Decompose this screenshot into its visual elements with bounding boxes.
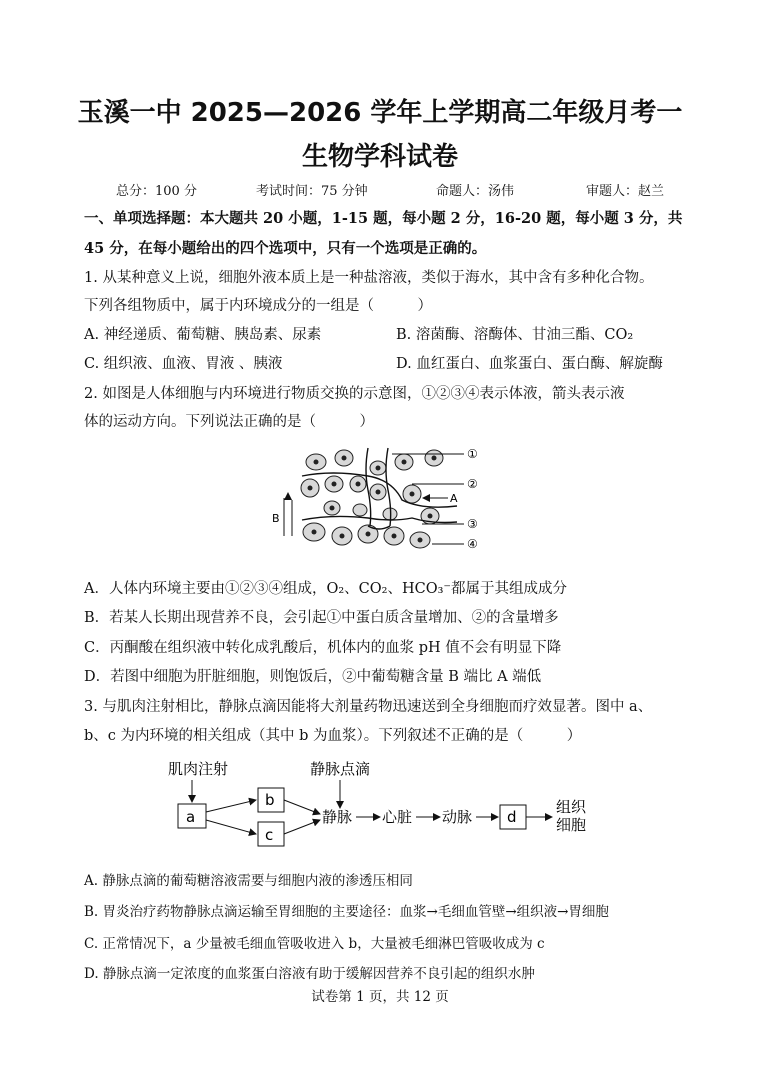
flow-tissue-line2: 细胞 [556,816,587,834]
section-heading-line2: 45 分，在每小题给出的四个选项中，只有一个选项是正确的。 [84,240,487,257]
exam-author: 命题人：汤伟 [436,184,515,199]
q1-option-d: D. 血红蛋白、血浆蛋白、蛋白酶、解旋酶 [396,356,663,372]
exam-reviewer: 审题人：赵兰 [586,184,665,199]
q3-option-a: A. 静脉点滴的葡萄糖溶液需要与细胞内液的渗透压相同 [84,873,413,889]
q2-stem-line2: 体的运动方向。下列说法正确的是（ ） [84,414,374,430]
q1-option-a: A. 神经递质、葡萄糖、胰岛素、尿素 [84,327,322,343]
page-footer: 试卷第 1 页，共 12 页 [311,989,449,1005]
q1-stem-line2: 下列各组物质中，属于内环境成分的一组是（ ） [84,298,432,314]
q3-option-b: B. 胃炎治疗药物静脉点滴运输至胃细胞的主要途径：血浆→毛细血管壁→组织液→胃细胞 [84,904,609,920]
q2-option-b: B．若某人长期出现营养不良，会引起①中蛋白质含量增加、②的含量增多 [84,610,559,626]
diagram-label-3: ③ [467,517,478,531]
total-score: 总分：100 分 [116,184,197,199]
q2-stem-line1: 2. 如图是人体细胞与内环境进行物质交换的示意图，①②③④表示体液，箭头表示液 [84,386,625,402]
flow-heart: 心脏 [382,808,413,826]
q3-option-c: C. 正常情况下，a 少量被毛细血管吸收进入 b，大量被毛细淋巴管吸收成为 c [84,936,545,952]
q3-stem-line2: b、c 为内环境的相关组成（其中 b 为血浆）。下列叙述不正确的是（ ） [84,728,582,744]
q3-stem-line1: 3. 与肌肉注射相比，静脉点滴因能将大剂量药物迅速送到全身细胞而疗效显著。图中 a、 [84,699,653,715]
diagram-label-b: B [272,512,280,525]
flow-iv-drip: 静脉点滴 [310,760,371,778]
q2-option-c: C．丙酮酸在组织液中转化成乳酸后，机体内的血浆 pH 值不会有明显下降 [84,640,562,656]
q2-option-d: D．若图中细胞为肝脏细胞，则饱饭后，②中葡萄糖含量 B 端比 A 端低 [84,669,542,685]
section-heading-line1: 一、单项选择题：本大题共 20 小题，1-15 题，每小题 2 分，16-20 题，每小题 3 分，共 [84,210,683,227]
flow-vein: 静脉 [322,808,353,826]
exam-time: 考试时间：75 分钟 [256,184,368,199]
flow-box-b: b [265,791,275,809]
q2-option-a: A．人体内环境主要由①②③④组成，O₂、CO₂、HCO₃⁻都属于其组成成分 [84,581,568,597]
q1-option-c: C. 组织液、血液、胃液 、胰液 [84,356,283,372]
flow-tissue-line1: 组织 [556,798,587,816]
exam-title: 玉溪一中 2025—2026 学年上学期高二年级月考一 [77,98,683,128]
diagram-label-4: ④ [467,537,478,551]
flow-box-a: a [186,808,196,826]
diagram-label-2: ② [467,477,478,491]
q1-stem-line1: 1. 从某种意义上说，细胞外液本质上是一种盐溶液，类似于海水，其中含有多种化合物。 [84,270,654,286]
injection-flow-diagram [160,756,600,852]
diagram-label-1: ① [467,447,478,461]
exam-subtitle: 生物学科试卷 [301,142,458,172]
q1-option-b: B. 溶菌酶、溶酶体、甘油三酯、CO₂ [396,327,634,343]
flow-box-d: d [507,808,517,826]
q3-option-d: D. 静脉点滴一定浓度的血浆蛋白溶液有助于缓解因营养不良引起的组织水肿 [84,966,535,982]
body-fluid-diagram [272,440,502,560]
flow-box-c: c [265,826,274,844]
diagram-label-a: A [450,492,458,505]
flow-artery: 动脉 [442,808,473,826]
flow-muscle-injection: 肌肉注射 [168,760,229,778]
